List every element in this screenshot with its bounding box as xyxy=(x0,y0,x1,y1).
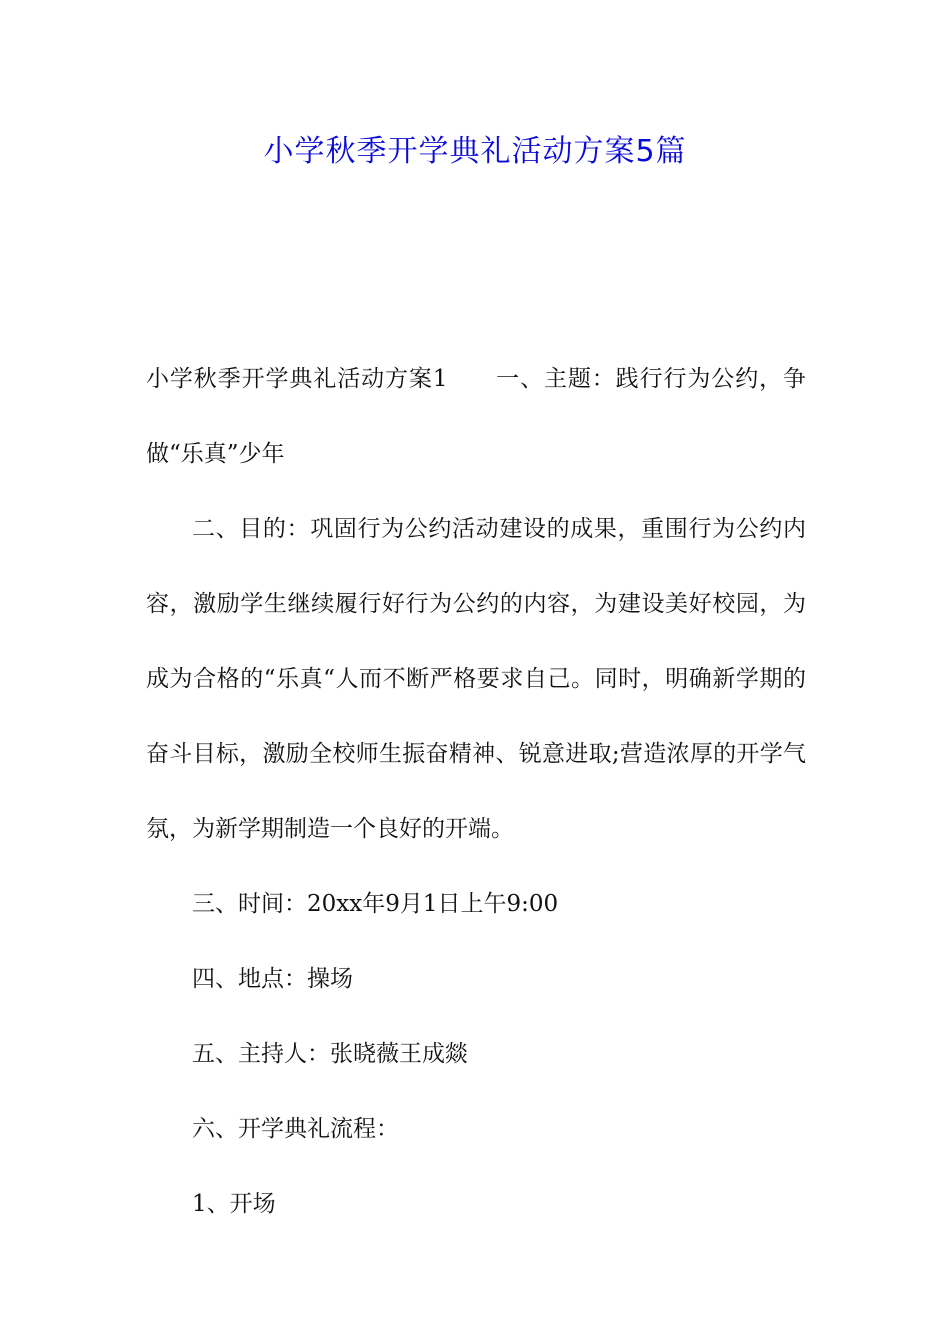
paragraph-opening: 1、开场 xyxy=(192,1191,276,1217)
paragraph-procedure: 六、开学典礼流程： xyxy=(192,1116,399,1142)
paragraph-host: 五、主持人：张晓薇王成燚 xyxy=(192,1041,468,1067)
paragraph-location: 四、地点：操场 xyxy=(192,966,353,992)
document-title: 小学秋季开学典礼活动方案5篇 xyxy=(263,134,687,169)
paragraph-purpose: 二、目的：巩固行为公约活动建设的成果，重围行为公约内容，激励学生继续履行好行为公约的内容，为建设美好校园，为成为合格的“乐真“人而不断严格要求自己。同时，明确新学期的奋斗目标，激励全校师生振奋精神、锐意进取;营造浓厚的开学气氛，为新学期制造一个良好的开端。 xyxy=(146,516,806,842)
paragraph-intro: 小学秋季开学典礼活动方案1 一、主题：践行行为公约，争做“乐真”少年 xyxy=(146,366,806,467)
document-body xyxy=(146,342,806,1242)
paragraph-time: 三、时间：20xx年9月1日上午9:00 xyxy=(192,891,559,917)
